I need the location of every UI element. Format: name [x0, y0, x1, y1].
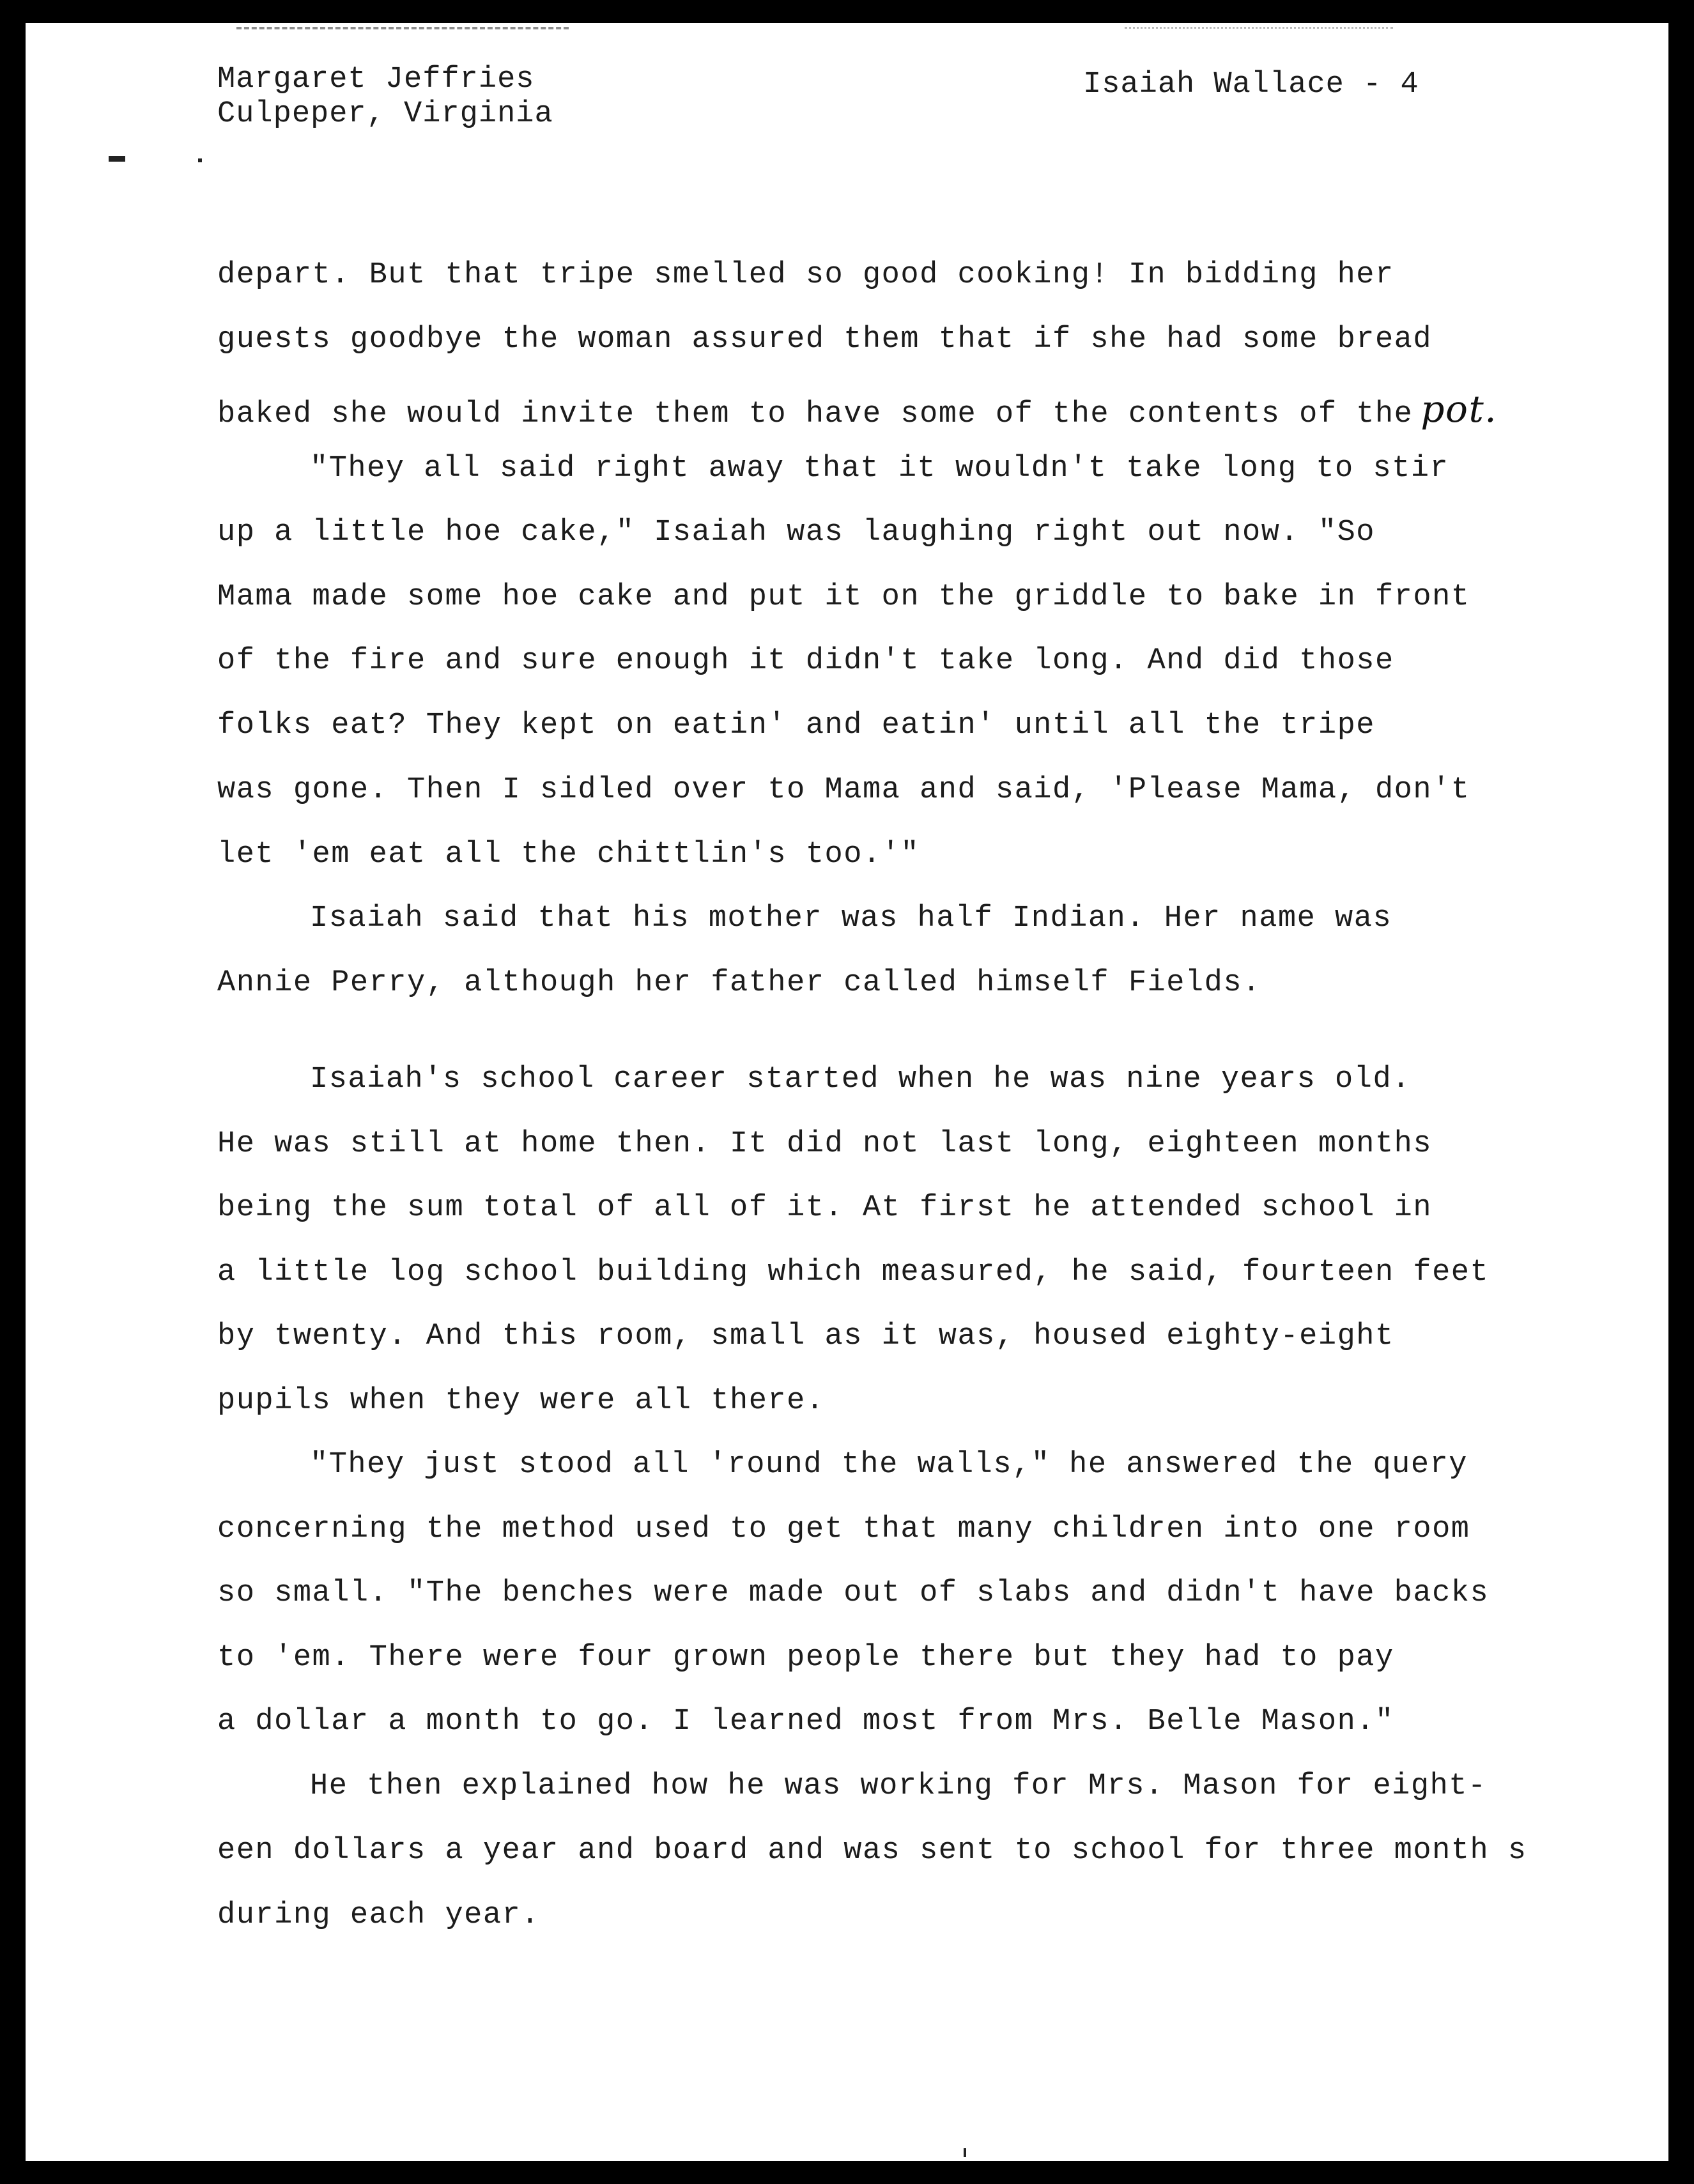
body-line: of the fire and sure enough it didn't take long. And did those: [217, 644, 1394, 678]
body-line: a little log school building which measured, he said, fourteen feet: [217, 1256, 1490, 1289]
body-line: folks eat? They kept on eatin' and eatin' until all the tripe: [217, 709, 1375, 742]
ink-speck: [198, 158, 202, 162]
handwritten-correction: pot.: [1421, 387, 1498, 431]
top-edge-marks: [236, 27, 569, 41]
body-line: een dollars a year and board and was sent to school for three month s: [217, 1834, 1527, 1868]
body-line: being the sum total of all of it. At first he attended school in: [217, 1191, 1433, 1225]
body-line: "They all said right away that it wouldn't take long to stir: [310, 452, 1449, 486]
author-place: Culpeper, Virginia: [217, 97, 553, 131]
body-line: Isaiah said that his mother was half Indian. Her name was: [310, 902, 1392, 935]
body-line: let 'em eat all the chittlin's too.'": [217, 838, 920, 872]
body-line: He then explained how he was working for Mrs. Mason for eight-: [310, 1769, 1487, 1803]
body-line: a dollar a month to go. I learned most from Mrs. Belle Mason.": [217, 1705, 1394, 1739]
body-line: guests goodbye the woman assured them that if she had some bread: [217, 323, 1433, 357]
body-line: during each year.: [217, 1898, 540, 1932]
ink-speck: [964, 2148, 966, 2157]
body-line: so small. "The benches were made out of slabs and didn't have backs: [217, 1576, 1490, 1610]
body-line-text: baked she would invite them to have some of the contents of the: [217, 397, 1413, 431]
author-name: Margaret Jeffries: [217, 63, 535, 96]
ink-speck: [109, 156, 125, 162]
document-page: [26, 23, 1668, 2161]
body-line-with-handwriting: [217, 387, 1497, 431]
body-line: Mama made some hoe cake and put it on the griddle to bake in front: [217, 580, 1470, 614]
body-line: He was still at home then. It did not last long, eighteen months: [217, 1127, 1433, 1161]
top-edge-marks-right: [1125, 27, 1393, 40]
body-line: by twenty. And this room, small as it was, housed eighty-eight: [217, 1319, 1394, 1353]
body-line: concerning the method used to get that many children into one room: [217, 1512, 1470, 1546]
body-line: was gone. Then I sidled over to Mama and said, 'Please Mama, don't: [217, 773, 1470, 807]
body-line: Isaiah's school career started when he was nine years old.: [310, 1063, 1411, 1096]
body-line: Annie Perry, although her father called himself Fields.: [217, 966, 1261, 1000]
page-label: Isaiah Wallace - 4: [1083, 68, 1419, 102]
body-line: to 'em. There were four grown people there but they had to pay: [217, 1641, 1394, 1675]
body-line: up a little hoe cake," Isaiah was laughing right out now. "So: [217, 516, 1375, 550]
body-line: "They just stood all 'round the walls," he answered the query: [310, 1448, 1468, 1482]
body-line: depart. But that tripe smelled so good cooking! In bidding her: [217, 258, 1394, 292]
body-line: pupils when they were all there.: [217, 1384, 825, 1418]
